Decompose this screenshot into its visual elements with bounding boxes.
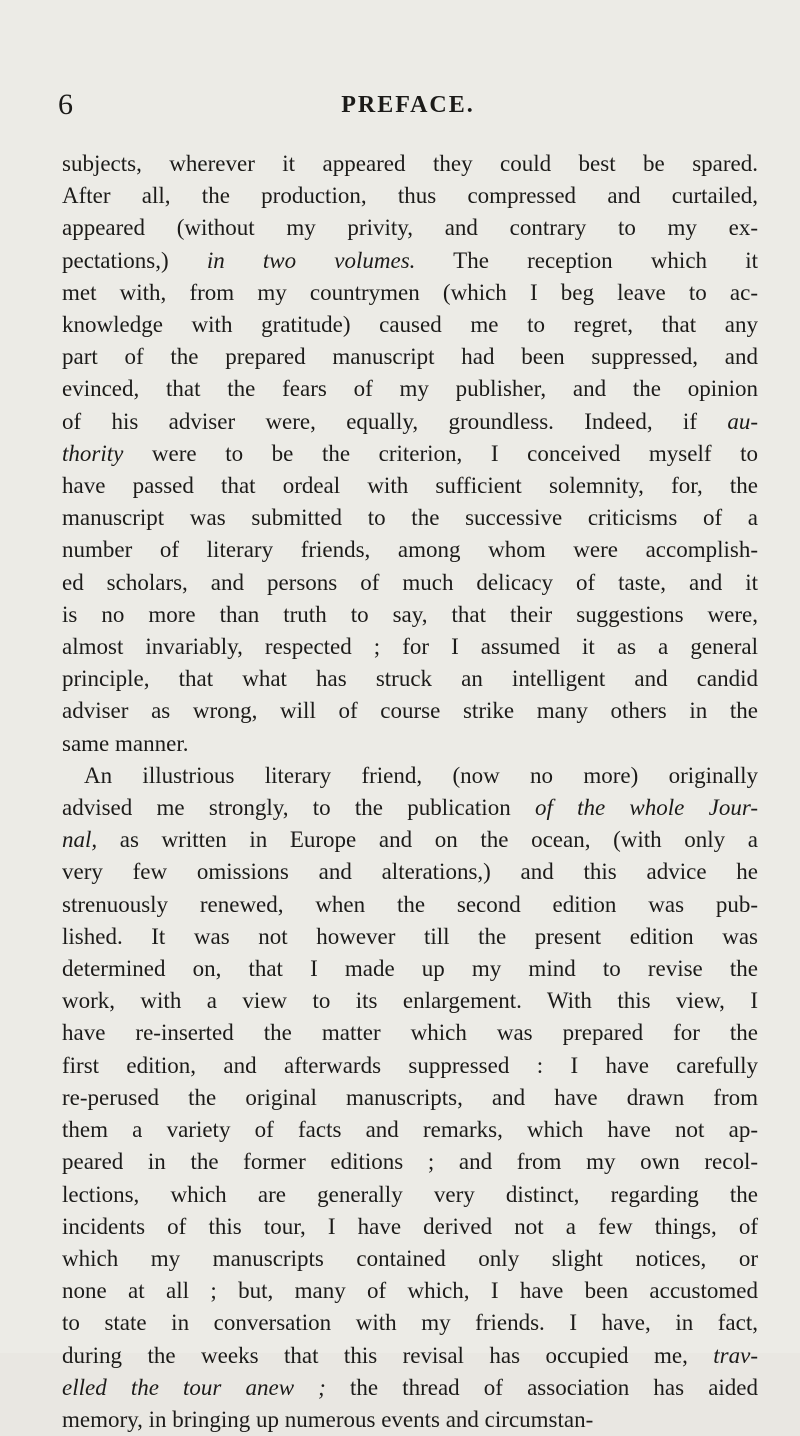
text-run: ed scholars, and persons of much delicacy of taste, and it (62, 569, 758, 595)
text-run: have passed that ordeal with sufficient solemnity, for, the (62, 473, 758, 499)
text-line (62, 856, 758, 888)
text-run: peared in the former editions ; and from my own recol- (62, 1149, 758, 1175)
text-line (62, 373, 758, 405)
italic-text: of the whole Jour- (534, 795, 758, 821)
text-run: principle, that what has struck an intelligent and candid (62, 666, 758, 692)
text-line (62, 1050, 758, 1082)
text-run: same manner. (62, 730, 189, 756)
text-run: them a variety of facts and remarks, which have not ap- (62, 1117, 758, 1143)
text-run: to state in conversation with my friends. I have, in fact, (62, 1310, 758, 1336)
text-run: An illustrious literary friend, (now no more) originally (84, 762, 758, 788)
text-line (62, 277, 758, 309)
text-line (62, 695, 758, 727)
italic-text: nal, (62, 827, 98, 853)
text-run: strenuously renewed, when the second edition was pub- (62, 891, 758, 917)
text-line (62, 438, 758, 470)
text-line (62, 1404, 758, 1436)
text-run: advised me strongly, to the publication (62, 795, 535, 821)
text-run: part of the prepared manuscript had been suppressed, and (62, 344, 758, 370)
text-line (62, 1114, 758, 1146)
text-run: manuscript was submitted to the successive criticisms of a (62, 505, 758, 531)
text-line (62, 663, 758, 695)
text-run: none at all ; but, many of which, I have been accustomed (62, 1278, 758, 1304)
text-run: pectations,) (62, 247, 207, 273)
italic-text: trav- (713, 1342, 758, 1368)
text-line (62, 599, 758, 631)
text-line (62, 792, 758, 824)
text-line (62, 245, 758, 277)
text-line (62, 728, 758, 760)
italic-text: in two volumes. (206, 247, 416, 273)
text-run: is no more than truth to say, that their suggestions were, (62, 601, 758, 627)
italic-text: au- (727, 408, 758, 434)
text-line (62, 1146, 758, 1178)
text-run: which my manuscripts contained only slight notices, or (62, 1245, 758, 1271)
text-run: during the weeks that this revisal has occupied me, (62, 1342, 714, 1368)
body-text (62, 148, 758, 1436)
text-line (62, 1243, 758, 1275)
text-line (62, 567, 758, 599)
text-line (62, 309, 758, 341)
text-line (62, 1082, 758, 1114)
text-run: re-perused the original manuscripts, and have drawn from (62, 1084, 758, 1110)
text-line (62, 1179, 758, 1211)
text-run: lished. It was not however till the present edition was (62, 923, 758, 949)
text-run: number of literary friends, among whom were accomplish- (62, 537, 758, 563)
text-run: of his adviser were, equally, groundless. Indeed, if (62, 408, 728, 434)
text-run: incidents of this tour, I have derived not a few things, of (62, 1213, 758, 1239)
text-line (62, 470, 758, 502)
text-run: adviser as wrong, will of course strike many others in the (62, 698, 758, 724)
text-line (62, 953, 758, 985)
text-line (62, 631, 758, 663)
text-run: very few omissions and alterations,) and this advice he (62, 859, 758, 885)
text-run: The reception which it (415, 247, 758, 273)
text-line (62, 1340, 758, 1372)
text-line (62, 889, 758, 921)
text-line (62, 1017, 758, 1049)
text-run: met with, from my countrymen (which I beg leave to ac- (62, 279, 758, 305)
page-title: PREFACE. (341, 92, 475, 118)
text-line (62, 1275, 758, 1307)
text-line (62, 1307, 758, 1339)
text-run: as written in Europe and on the ocean, (with only a (97, 827, 758, 853)
text-run: knowledge with gratitude) caused me to regret, that any (62, 312, 758, 338)
text-run: first edition, and afterwards suppressed : I have carefully (62, 1052, 758, 1078)
text-line (62, 760, 758, 792)
text-run: lections, which are generally very distinct, regarding the (62, 1181, 758, 1207)
text-run: the thread of association has aided (325, 1374, 758, 1400)
text-line (62, 148, 758, 180)
italic-text: thority (62, 440, 124, 466)
page-number: 6 (58, 88, 73, 121)
text-run: were to be the criterion, I conceived myself to (123, 440, 758, 466)
text-run: evinced, that the fears of my publisher, and the opinion (62, 376, 758, 402)
text-run: determined on, that I made up my mind to revise the (62, 956, 758, 982)
text-run: almost invariably, respected ; for I assumed it as a general (62, 634, 758, 660)
text-run: have re-inserted the matter which was prepared for the (62, 1020, 758, 1046)
text-line (62, 341, 758, 373)
text-run: subjects, wherever it appeared they could best be spared. (62, 151, 758, 176)
text-line (62, 212, 758, 244)
text-run: work, with a view to its enlargement. With this view, I (62, 988, 758, 1014)
text-run: After all, the production, thus compressed and curtailed, (62, 183, 758, 209)
text-line (62, 502, 758, 534)
text-line (62, 1372, 758, 1404)
text-line (62, 406, 758, 438)
text-line (62, 534, 758, 566)
italic-text: elled the tour anew ; (62, 1374, 326, 1400)
text-run: appeared (without my privity, and contrary to my ex- (62, 215, 758, 241)
running-head (58, 88, 758, 128)
text-line (62, 985, 758, 1017)
text-line (62, 921, 758, 953)
text-line (62, 824, 758, 856)
text-run: memory, in bringing up numerous events and circumstan- (62, 1406, 594, 1432)
text-line (62, 180, 758, 212)
text-line (62, 1211, 758, 1243)
